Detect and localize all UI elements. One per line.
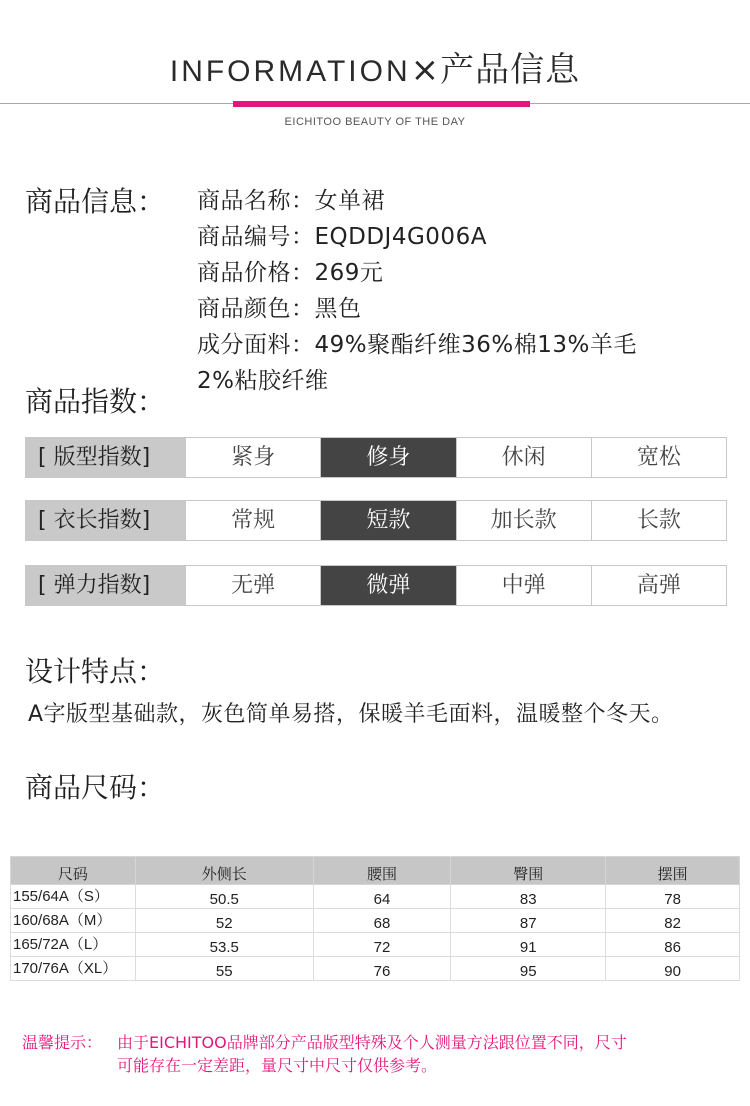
table-cell: 155/64A（S） bbox=[11, 885, 136, 909]
length-option-extended: 加长款 bbox=[456, 501, 591, 540]
table-cell: 82 bbox=[606, 909, 740, 933]
page-title-separator: × bbox=[410, 50, 441, 90]
table-cell: 160/68A（M） bbox=[11, 909, 136, 933]
notice-line-1: 由于EICHITOO品牌部分产品版型特殊及个人测量方法跟位置不同，尺寸 bbox=[117, 1033, 627, 1052]
fit-index-row bbox=[25, 437, 727, 478]
notice-label: 温馨提示： bbox=[22, 1033, 103, 1052]
product-info-heading: 商品信息： bbox=[25, 185, 166, 218]
product-material-line-cont: 2%粘胶纤维 bbox=[197, 368, 329, 394]
waist-col-header: 腰围 bbox=[313, 857, 451, 885]
table-cell: 91 bbox=[451, 933, 606, 957]
table-cell: 55 bbox=[135, 957, 313, 981]
table-row bbox=[11, 909, 740, 933]
outer-length-col-header: 外侧长 bbox=[135, 857, 313, 885]
stretch-option-medium: 中弹 bbox=[456, 566, 591, 605]
length-index-label: [ 衣长指数] bbox=[26, 501, 185, 540]
header-accent-bar bbox=[233, 101, 530, 107]
size-heading: 商品尺码： bbox=[25, 771, 166, 804]
table-cell: 86 bbox=[606, 933, 740, 957]
table-cell: 76 bbox=[313, 957, 451, 981]
product-color-line: 商品颜色：黑色 bbox=[197, 296, 362, 322]
table-cell: 68 bbox=[313, 909, 451, 933]
size-table-header bbox=[11, 857, 740, 885]
table-row bbox=[11, 933, 740, 957]
table-cell: 90 bbox=[606, 957, 740, 981]
table-cell: 165/72A（L） bbox=[11, 933, 136, 957]
length-option-short: 短款 bbox=[320, 501, 455, 540]
stretch-option-high: 高弹 bbox=[591, 566, 726, 605]
table-cell: 53.5 bbox=[135, 933, 313, 957]
table-cell: 170/76A（XL） bbox=[11, 957, 136, 981]
product-index-heading: 商品指数： bbox=[25, 385, 166, 418]
notice-line-2: 可能存在一定差距，量尺寸中尺寸仅供参考。 bbox=[117, 1056, 438, 1075]
table-cell: 78 bbox=[606, 885, 740, 909]
stretch-index-label: [ 弹力指数] bbox=[26, 566, 185, 605]
page-title bbox=[0, 42, 750, 91]
table-cell: 72 bbox=[313, 933, 451, 957]
fit-option-tight: 紧身 bbox=[185, 438, 320, 477]
fit-index-label: [ 版型指数] bbox=[26, 438, 185, 477]
stretch-index-row bbox=[25, 565, 727, 606]
stretch-option-slight: 微弹 bbox=[320, 566, 455, 605]
table-cell: 95 bbox=[451, 957, 606, 981]
table-cell: 87 bbox=[451, 909, 606, 933]
page-title-chinese: 产品信息 bbox=[440, 50, 581, 90]
product-material-line: 成分面料：49%聚酯纤维36%棉13%羊毛 bbox=[197, 332, 637, 358]
table-row bbox=[11, 957, 740, 981]
fit-option-casual: 休闲 bbox=[456, 438, 591, 477]
hip-col-header: 臀围 bbox=[451, 857, 606, 885]
hem-col-header: 摆围 bbox=[606, 857, 740, 885]
size-table bbox=[10, 856, 740, 981]
fit-option-loose: 宽松 bbox=[591, 438, 726, 477]
product-info-list bbox=[197, 183, 637, 399]
notice bbox=[22, 1031, 732, 1077]
length-index-row bbox=[25, 500, 727, 541]
size-col-header: 尺码 bbox=[11, 857, 136, 885]
table-cell: 50.5 bbox=[135, 885, 313, 909]
product-name-line: 商品名称：女单裙 bbox=[197, 188, 385, 214]
table-row bbox=[11, 885, 740, 909]
product-code-line: 商品编号：EQDDJ4G006A bbox=[197, 224, 487, 250]
fit-option-slim: 修身 bbox=[320, 438, 455, 477]
table-cell: 83 bbox=[451, 885, 606, 909]
page-title-latin: INFORMATION bbox=[169, 55, 411, 88]
stretch-option-none: 无弹 bbox=[185, 566, 320, 605]
product-price-line: 商品价格：269元 bbox=[197, 260, 384, 286]
brand-tagline: EICHITOO BEAUTY OF THE DAY bbox=[284, 116, 466, 128]
length-option-regular: 常规 bbox=[185, 501, 320, 540]
table-cell: 52 bbox=[135, 909, 313, 933]
length-option-long: 长款 bbox=[591, 501, 726, 540]
design-features-text: A字版型基础款，灰色简单易搭，保暖羊毛面料，温暖整个冬天。 bbox=[28, 702, 674, 727]
design-features-heading: 设计特点： bbox=[25, 655, 166, 688]
table-cell: 64 bbox=[313, 885, 451, 909]
